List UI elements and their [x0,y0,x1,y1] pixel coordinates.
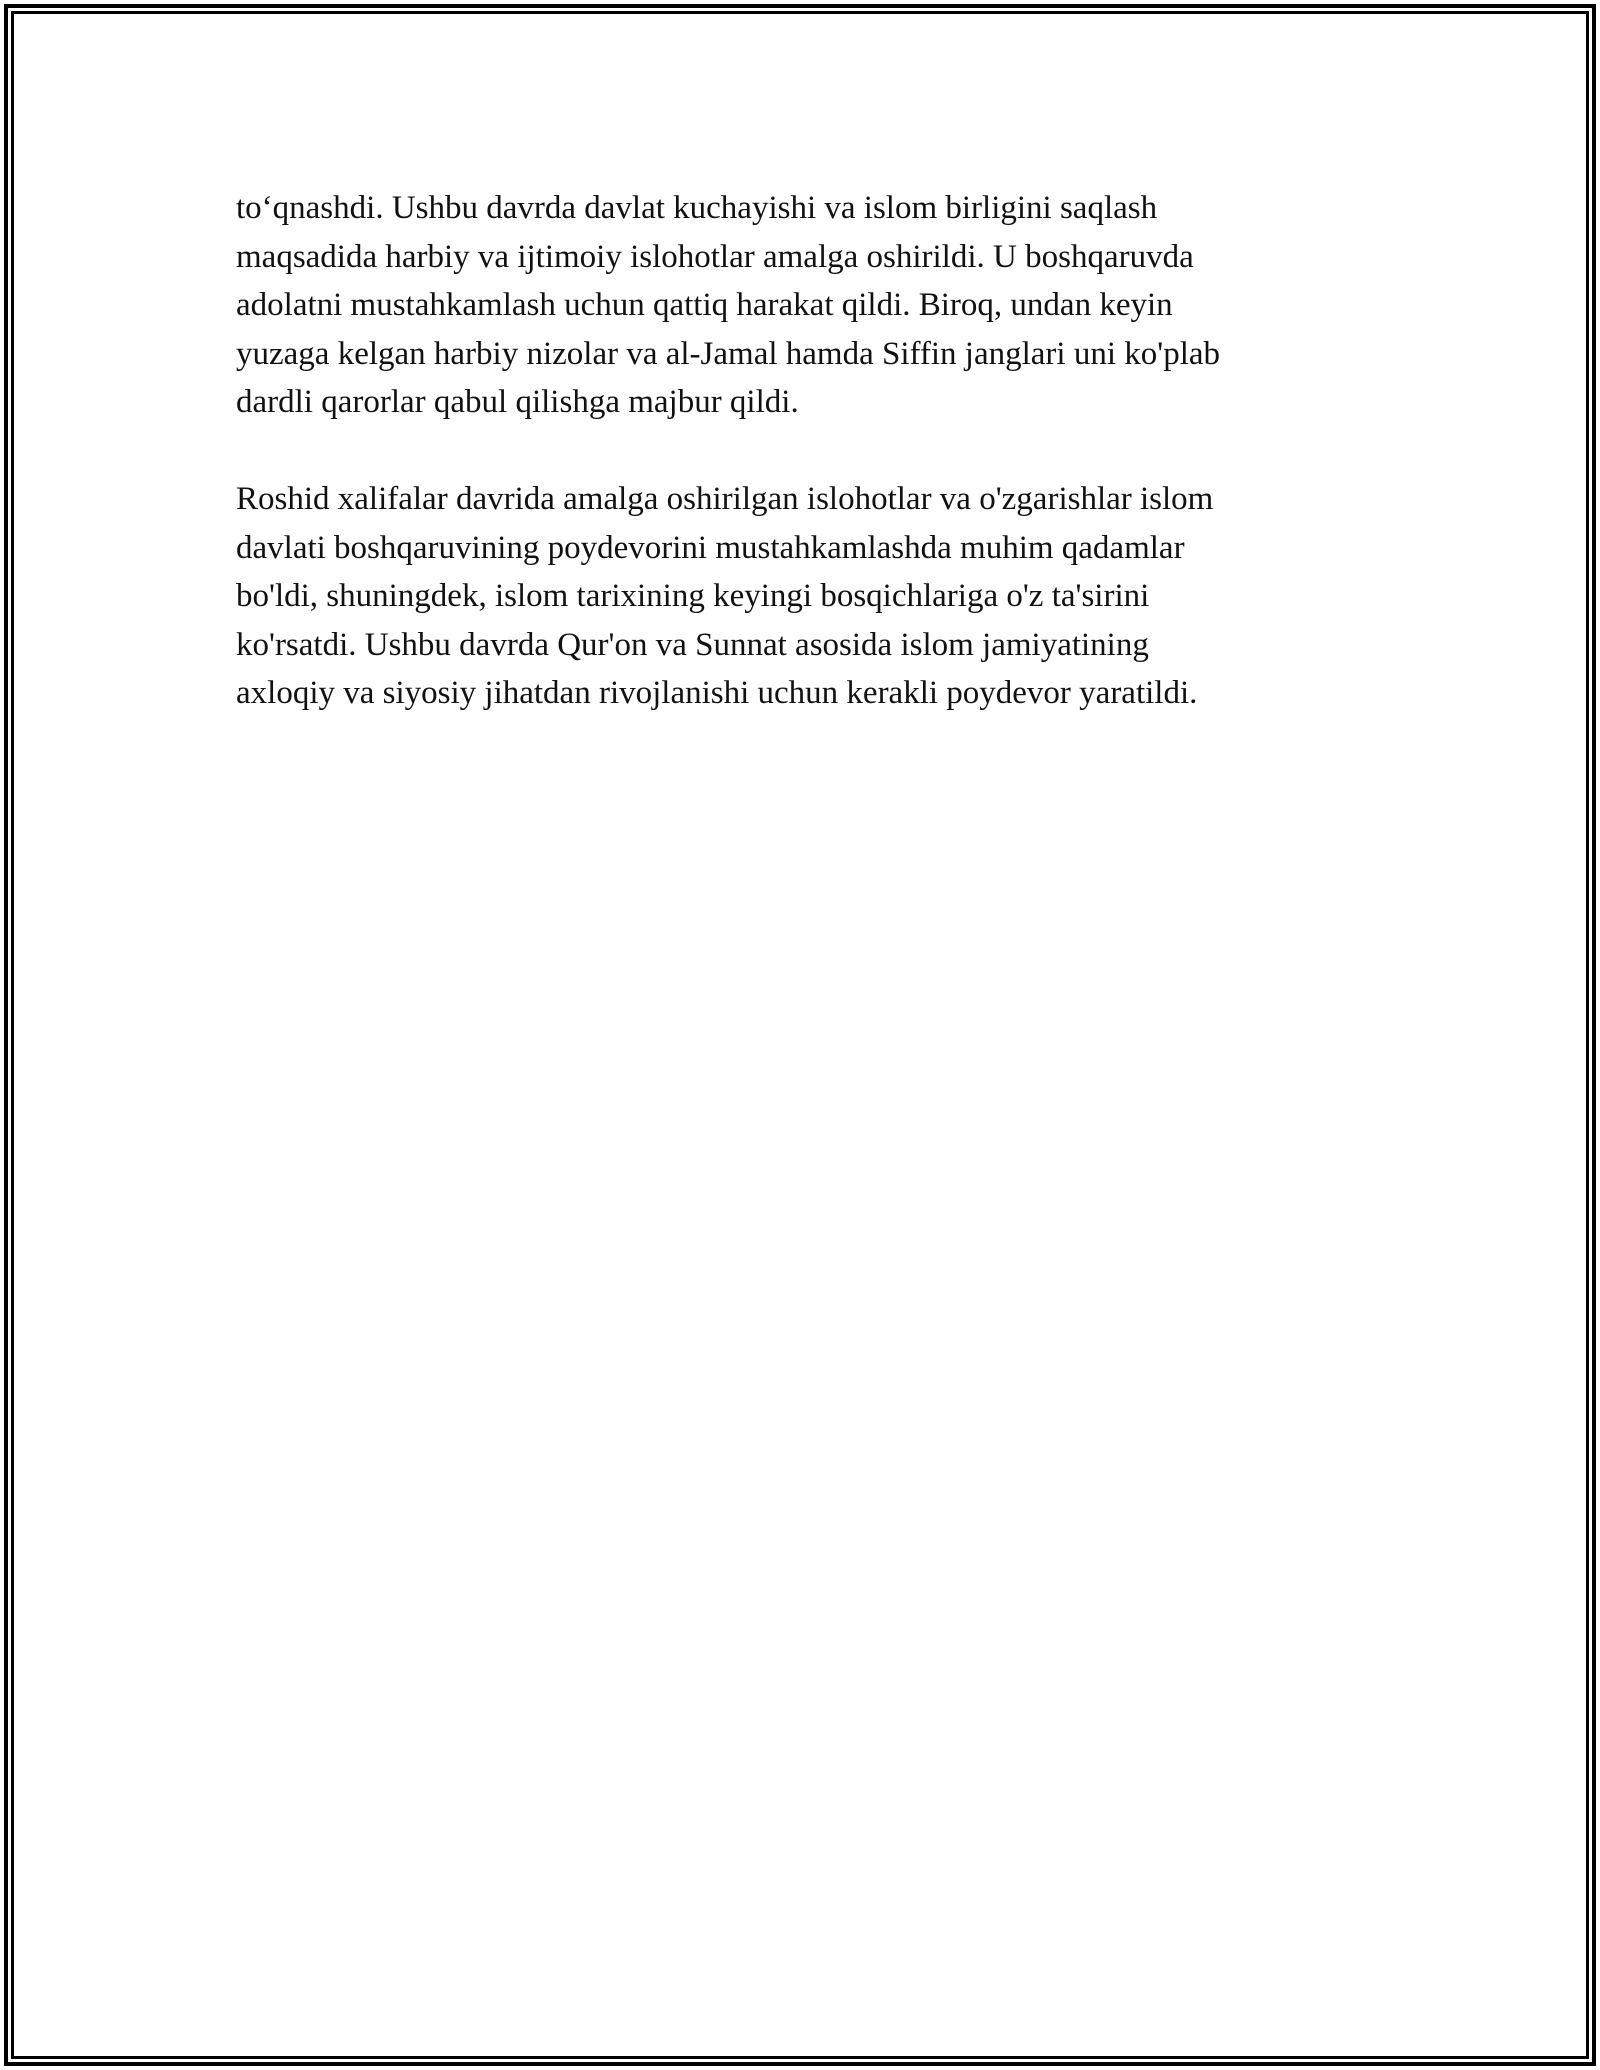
text-line: to‘qnashdi. Ushbu davrda davlat kuchayishi va islom birligini saqlash [236,190,1158,226]
paragraph-2 [236,475,1376,718]
text-line: bo'ldi, shuningdek, islom tarixining keyingi bosqichlariga o'z ta'sirini [236,578,1150,614]
text-line: dardli qarorlar qabul qilishga majbur qildi. [236,384,799,420]
text-line: maqsadida harbiy va ijtimoiy islohotlar amalga oshirildi. U boshqaruvda [236,238,1194,275]
text-line: davlati boshqaruvining poydevorini mustahkamlashda muhim qadamlar [236,529,1185,566]
text-line: adolatni mustahkamlash uchun qattiq harakat qildi. Biroq, undan keyin [236,287,1173,323]
paragraph-1 [236,184,1376,427]
text-line: axloqiy va siyosiy jihatdan rivojlanishi uchun kerakli poydevor yaratildi. [236,675,1198,711]
text-line: ko'rsatdi. Ushbu davrda Qur'on va Sunnat asosida islom jamiyatining [236,626,1149,663]
document-body [236,184,1376,718]
text-line: Roshid xalifalar davrida amalga oshirilgan islohotlar va o'zgarishlar islom [236,481,1214,517]
text-line: yuzaga kelgan harbiy nizolar va al-Jamal hamda Siffin janglari uni ko'plab [236,335,1221,372]
